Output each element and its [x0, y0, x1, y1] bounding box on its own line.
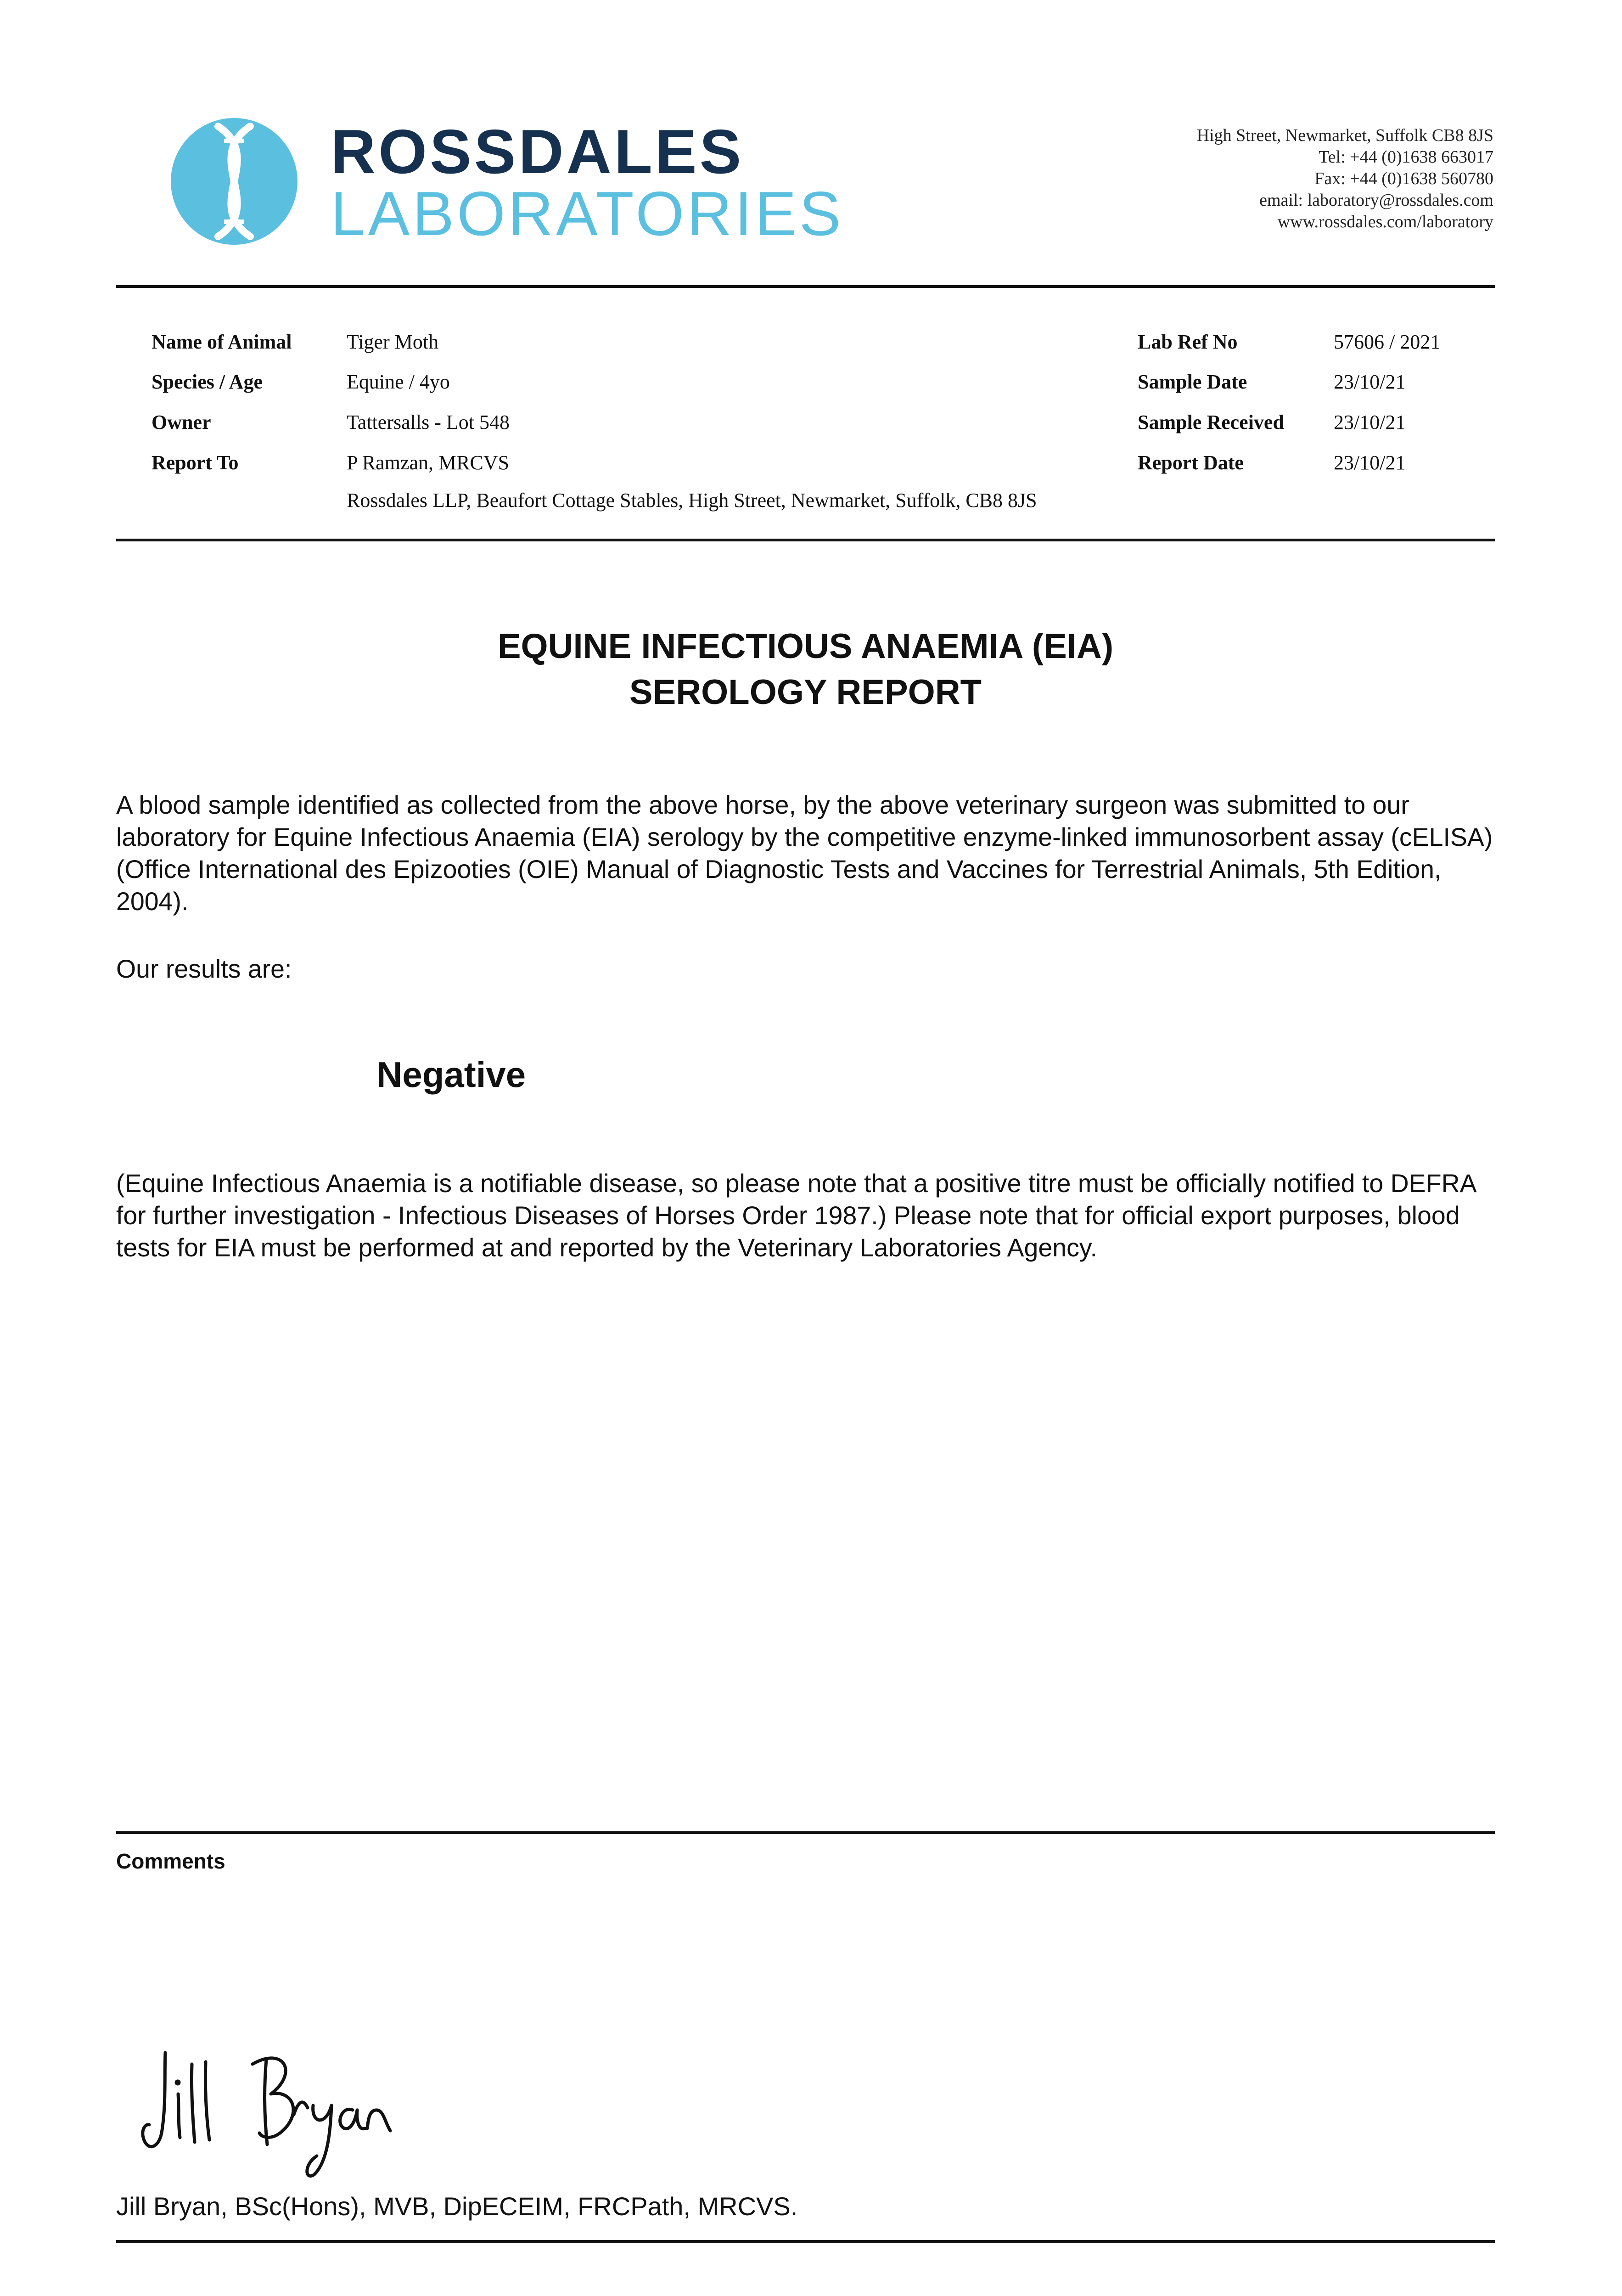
contact-fax: Fax: +44 (0)1638 560780 — [1314, 169, 1493, 188]
signatory-name: Jill Bryan, BSc(Hons), MVB, DipECEIM, FRCPath, MRCVS. — [116, 2192, 798, 2221]
contact-email[interactable]: email: laboratory@rossdales.com — [1259, 191, 1493, 210]
info-label-report-date: Report Date — [1138, 451, 1244, 474]
test-result: Negative — [376, 1054, 526, 1095]
comments-divider — [116, 1831, 1495, 1834]
info-label-sample-date: Sample Date — [1138, 371, 1247, 393]
info-value-report-to-address: Rossdales LLP, Beaufort Cottage Stables, High Street, Newmarket, Suffolk, CB8 8JS — [347, 489, 1037, 512]
dna-logo-icon — [170, 117, 298, 246]
contact-website[interactable]: www.rossdales.com/laboratory — [1277, 212, 1493, 231]
contact-block — [897, 125, 1493, 233]
info-value-species-age: Equine / 4yo — [347, 371, 450, 393]
info-label-species-age: Species / Age — [152, 371, 263, 393]
info-value-lab-ref-no: 57606 / 2021 — [1334, 331, 1441, 353]
report-title-line1: EQUINE INFECTIOUS ANAEMIA (EIA) — [497, 627, 1114, 666]
comments-label: Comments — [116, 1849, 225, 1873]
report-title-line2: SEROLOGY REPORT — [629, 673, 982, 712]
info-divider — [116, 539, 1495, 541]
header-divider — [116, 285, 1495, 288]
contact-tel: Tel: +44 (0)1638 663017 — [1319, 147, 1493, 167]
info-value-name-of-animal: Tiger Moth — [347, 331, 439, 353]
info-value-owner: Tattersalls - Lot 548 — [347, 411, 510, 433]
info-label-owner: Owner — [152, 411, 211, 433]
info-label-name-of-animal: Name of Animal — [152, 331, 292, 353]
logo-wordmark-laboratories: LABORATORIES — [331, 179, 844, 248]
info-label-sample-received: Sample Received — [1138, 411, 1284, 433]
footer-divider — [116, 2240, 1495, 2243]
info-value-report-to: P Ramzan, MRCVS — [347, 451, 510, 474]
info-label-report-to: Report To — [152, 451, 239, 474]
logo-wordmark-rossdales: ROSSDALES — [331, 117, 744, 186]
notifiable-disease-note: (Equine Infectious Anaemia is a notifiable disease, so please note that a positive titre must be officially notified to DEFRA for further investigation - Infectious Diseases of Horses Order 1987.) Please note that for official export purposes, blood tests for EIA must be performed at and reported by the Veterinary Laboratories Agency. — [116, 1169, 1476, 1262]
info-label-lab-ref-no: Lab Ref No — [1138, 331, 1238, 353]
contact-address: High Street, Newmarket, Suffolk CB8 8JS — [1196, 126, 1493, 145]
results-intro: Our results are: — [116, 955, 292, 983]
handwritten-signature — [133, 2046, 399, 2183]
info-value-report-date: 23/10/21 — [1334, 451, 1406, 474]
intro-paragraph: A blood sample identified as collected from the above horse, by the above veterinary surgeon was submitted to our laboratory for Equine Infectious Anaemia (EIA) serology by the competitive enzyme-linked immunosorbent assay (cELISA) (Office International des Epizooties (OIE) Manual of Diagnostic Tests and Vaccines for Terrestrial Animals, 5th Edition, 2004). — [116, 791, 1493, 916]
info-value-sample-received: 23/10/21 — [1334, 411, 1406, 433]
info-value-sample-date: 23/10/21 — [1334, 371, 1406, 393]
